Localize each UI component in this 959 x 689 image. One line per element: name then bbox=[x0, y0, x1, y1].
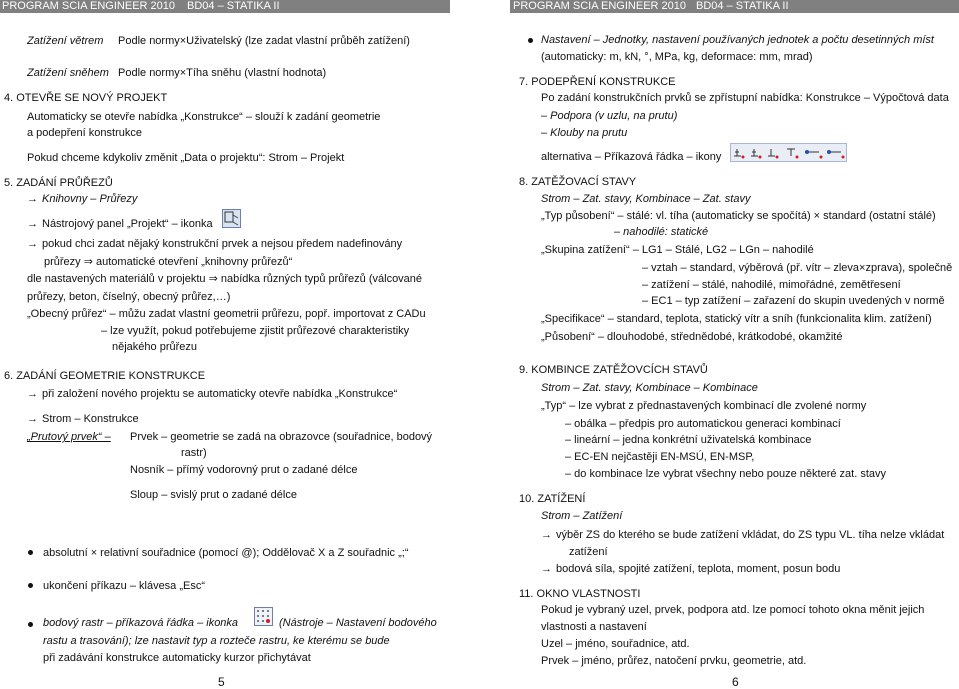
section-5-line: průřezy ⇒ automatické otevření „knihovny průřezů“ bbox=[44, 256, 293, 268]
section-5-text: Knihovny – Průřezy bbox=[42, 193, 138, 205]
section-5-item bbox=[27, 192, 137, 206]
bullet-text: absolutní × relativní souřadnice (pomocí @); Oddělovač X a Z souřadnic „;“ bbox=[43, 547, 409, 559]
section-11-line: Uzel – jméno, souřadnice, atd. bbox=[541, 638, 690, 650]
section-4-title: 4. OTEVŘE SE NOVÝ PROJEKT bbox=[4, 92, 168, 104]
section-8-line: „Typ působení“ – stálé: vl. tíha (automaticky se spočítá) × standard (ostatní stálé) bbox=[541, 210, 936, 222]
section-6-title: 6. ZADÁNÍ GEOMETRIE KONSTRUKCE bbox=[4, 370, 206, 382]
arrow-icon: → bbox=[27, 238, 38, 250]
header-left bbox=[0, 0, 450, 13]
section-8-line: – nahodilé: statické bbox=[614, 226, 709, 238]
header-program-left: PROGRAM SCIA ENGINEER 2010 bbox=[2, 0, 175, 12]
section-7-line: – Podpora (v uzlu, na prutu) bbox=[541, 110, 678, 122]
section-5-line: dle nastavených materiálů v projektu ⇒ nabídka různých typů průřezů (válcované bbox=[27, 273, 423, 285]
section-5-item bbox=[27, 237, 402, 251]
section-8-line: „Působení“ – dlouhodobé, střednědobé, krátkodobé, okamžité bbox=[541, 331, 843, 343]
section-9-line: – do kombinace lze vybrat všechny nebo pouze některé zat. stavy bbox=[565, 468, 887, 480]
section-9-line: – EC-EN nejčastěji EN-MSÚ, EN-MSP, bbox=[565, 451, 755, 463]
page-number-left: 5 bbox=[218, 675, 225, 689]
grid-icon bbox=[254, 607, 273, 626]
section-9-line: – obálka – předpis pro automatickou generaci kombinací bbox=[565, 418, 841, 430]
section-8-line: „Skupina zatížení“ – LG1 – Stálé, LG2 – LGn – nahodilé bbox=[541, 244, 814, 256]
bullet bbox=[28, 622, 33, 627]
bullet bbox=[28, 550, 33, 555]
section-6-line: Prvek – geometrie se zadá na obrazovce (souřadnice, bodový bbox=[130, 431, 433, 443]
section-5-text: Nástrojový panel „Projekt“ – ikonka bbox=[42, 218, 213, 230]
section-4-line: Automaticky se otevře nabídka „Konstrukce“ – slouží k zadání geometrie bbox=[27, 111, 381, 123]
section-9-title: 9. KOMBINCE ZATĚŽOVCÍCH STAVŮ bbox=[519, 364, 708, 376]
section-6-text: při založení nového projektu se automaticky otevře nabídka „Konstrukce“ bbox=[42, 388, 398, 400]
bullet bbox=[28, 583, 33, 588]
section-icon bbox=[222, 209, 241, 228]
bullet-text: ukončení příkazu – klávesa „Esc“ bbox=[43, 580, 206, 592]
bullet-text: rastu a trasování); lze nastavit typ a rozteče rastru, ke kterému se bude bbox=[43, 635, 390, 647]
beam-element-label: „Prutový prvek“ – bbox=[27, 431, 111, 443]
support-icons-graphic bbox=[731, 144, 846, 161]
arrow-icon: → bbox=[27, 218, 38, 230]
snow-load-label: Zatížení sněhem bbox=[27, 67, 109, 79]
section-6-text: Strom – Konstrukce bbox=[42, 413, 139, 425]
section-5-line: nějakého průřezu bbox=[112, 341, 198, 353]
section-7-line: Po zadání konstrukčních prvků se zpřístupní nabídka: Konstrukce – Výpočtová data bbox=[541, 92, 949, 104]
arrow-icon: → bbox=[27, 388, 38, 400]
wind-load-text: Podle normy×Uživatelský (lze zadat vlastní průběh zatížení) bbox=[118, 35, 410, 47]
arrow-icon: → bbox=[541, 529, 552, 541]
section-8-line: – zatížení – stálé, nahodilé, mimořádné, zemětřesení bbox=[642, 279, 901, 291]
section-6-line: Sloup – svislý prut o zadané délce bbox=[130, 489, 297, 501]
header-program-right: PROGRAM SCIA ENGINEER 2010 bbox=[513, 0, 686, 12]
section-9-line: Strom – Zat. stavy, Kombinace – Kombinace bbox=[541, 382, 758, 394]
section-10-item bbox=[541, 562, 840, 576]
section-5-title: 5. ZADÁNÍ PRŮŘEZŮ bbox=[4, 177, 113, 189]
snow-load-text: Podle normy×Tíha sněhu (vlastní hodnota) bbox=[118, 67, 327, 79]
section-11-line: vlastnosti a nastavení bbox=[541, 621, 647, 633]
bullet-text: bodový rastr – příkazová řádka – ikonka bbox=[43, 617, 239, 629]
section-7-title: 7. PODEPŘENÍ KONSTRUKCE bbox=[519, 76, 676, 88]
wind-load-label: Zatížení větrem bbox=[27, 35, 104, 47]
units-line: (automaticky: m, kN, °, MPa, kg, deformace: mm, mrad) bbox=[541, 51, 813, 63]
section-6-line: Nosník – přímý vodorovný prut o zadané délce bbox=[130, 464, 358, 476]
arrow-icon: → bbox=[541, 563, 552, 575]
section-8-line: – vztah – standard, výběrová (př. vítr – zleva×zprava), společně bbox=[642, 262, 953, 274]
section-8-line: – EC1 – typ zatížení – zařazení do skupin uvedených v normě bbox=[642, 295, 945, 307]
section-7-line: – Klouby na prutu bbox=[541, 127, 628, 139]
section-5-item bbox=[27, 217, 213, 231]
header-doc-left: BD04 – STATIKA II bbox=[187, 0, 280, 12]
section-10-line: Strom – Zatížení bbox=[541, 510, 623, 522]
section-8-title: 8. ZATĚŽOVACÍ STAVY bbox=[519, 176, 637, 188]
section-11-line: Pokud je vybraný uzel, prvek, podpora atd. lze pomocí tohoto okna měnit jejich bbox=[541, 604, 925, 616]
section-11-line: Prvek – jméno, průřez, natočení prvku, geometrie, atd. bbox=[541, 655, 807, 667]
units-line: Nastavení – Jednotky, nastavení používaných jednotek a počtu desetinných míst bbox=[541, 34, 934, 46]
section-5-line: – lze využít, pokud potřebujeme zjistit průřezové charakteristiky bbox=[101, 325, 410, 337]
arrow-icon: → bbox=[27, 193, 38, 205]
section-11-title: 11. OKNO VLASTNOSTI bbox=[519, 588, 641, 600]
section-4-line: a podepření konstrukce bbox=[27, 127, 142, 139]
section-5-text: pokud chci zadat nějaký konstrukční prvek a nejsou předem nadefinovány bbox=[42, 238, 403, 250]
section-6-item bbox=[27, 387, 397, 401]
section-5-line: „Obecný průřez“ – můžu zadat vlastní geometrii průřezu, popř. importovat z CADu bbox=[27, 308, 426, 320]
section-10-item bbox=[541, 528, 944, 542]
header-right bbox=[510, 0, 959, 13]
grid-icon-graphic bbox=[255, 608, 272, 625]
section-6-item bbox=[27, 412, 139, 426]
section-10-text: bodová síla, spojité zatížení, teplota, moment, posun bodu bbox=[556, 563, 841, 575]
section-8-line: Strom – Zat. stavy, Kombinace – Zat. stavy bbox=[541, 193, 751, 205]
section-icon-graphic bbox=[223, 210, 240, 227]
bullet bbox=[528, 38, 533, 43]
section-4-line: Pokud chceme kdykoliv změnit „Data o projektu“: Strom – Projekt bbox=[27, 152, 345, 164]
page-number-right: 6 bbox=[732, 675, 739, 689]
section-7-line: alternativa – Příkazová řádka – ikony bbox=[541, 151, 722, 163]
section-9-line: „Typ“ – lze vybrat z přednastavených kombinací dle zvolené normy bbox=[541, 400, 867, 412]
section-5-line: průřezy, beton, číselný, obecný průřez,…) bbox=[27, 291, 231, 303]
section-10-title: 10. ZATÍŽENÍ bbox=[519, 493, 586, 505]
arrow-icon: → bbox=[27, 413, 38, 425]
header-doc-right: BD04 – STATIKA II bbox=[696, 0, 789, 12]
section-8-line: „Specifikace“ – standard, teplota, statický vítr a sníh (funkcionalita klim. zatížení) bbox=[541, 313, 932, 325]
section-6-line: rastr) bbox=[181, 447, 207, 459]
section-9-line: – lineární – jedna konkrétní uživatelská kombinace bbox=[565, 434, 812, 446]
section-10-text: výběr ZS do kterého se bude zatížení vkládat, do ZS typu VL. tíha nelze vkládat bbox=[556, 529, 945, 541]
bullet-text: při zadávání konstrukce automaticky kurzor přichytávat bbox=[43, 652, 311, 664]
support-icons-toolbar bbox=[730, 143, 847, 162]
section-10-line: zatížení bbox=[569, 546, 608, 558]
bullet-text: (Nástroje – Nastavení bodového bbox=[279, 617, 437, 629]
